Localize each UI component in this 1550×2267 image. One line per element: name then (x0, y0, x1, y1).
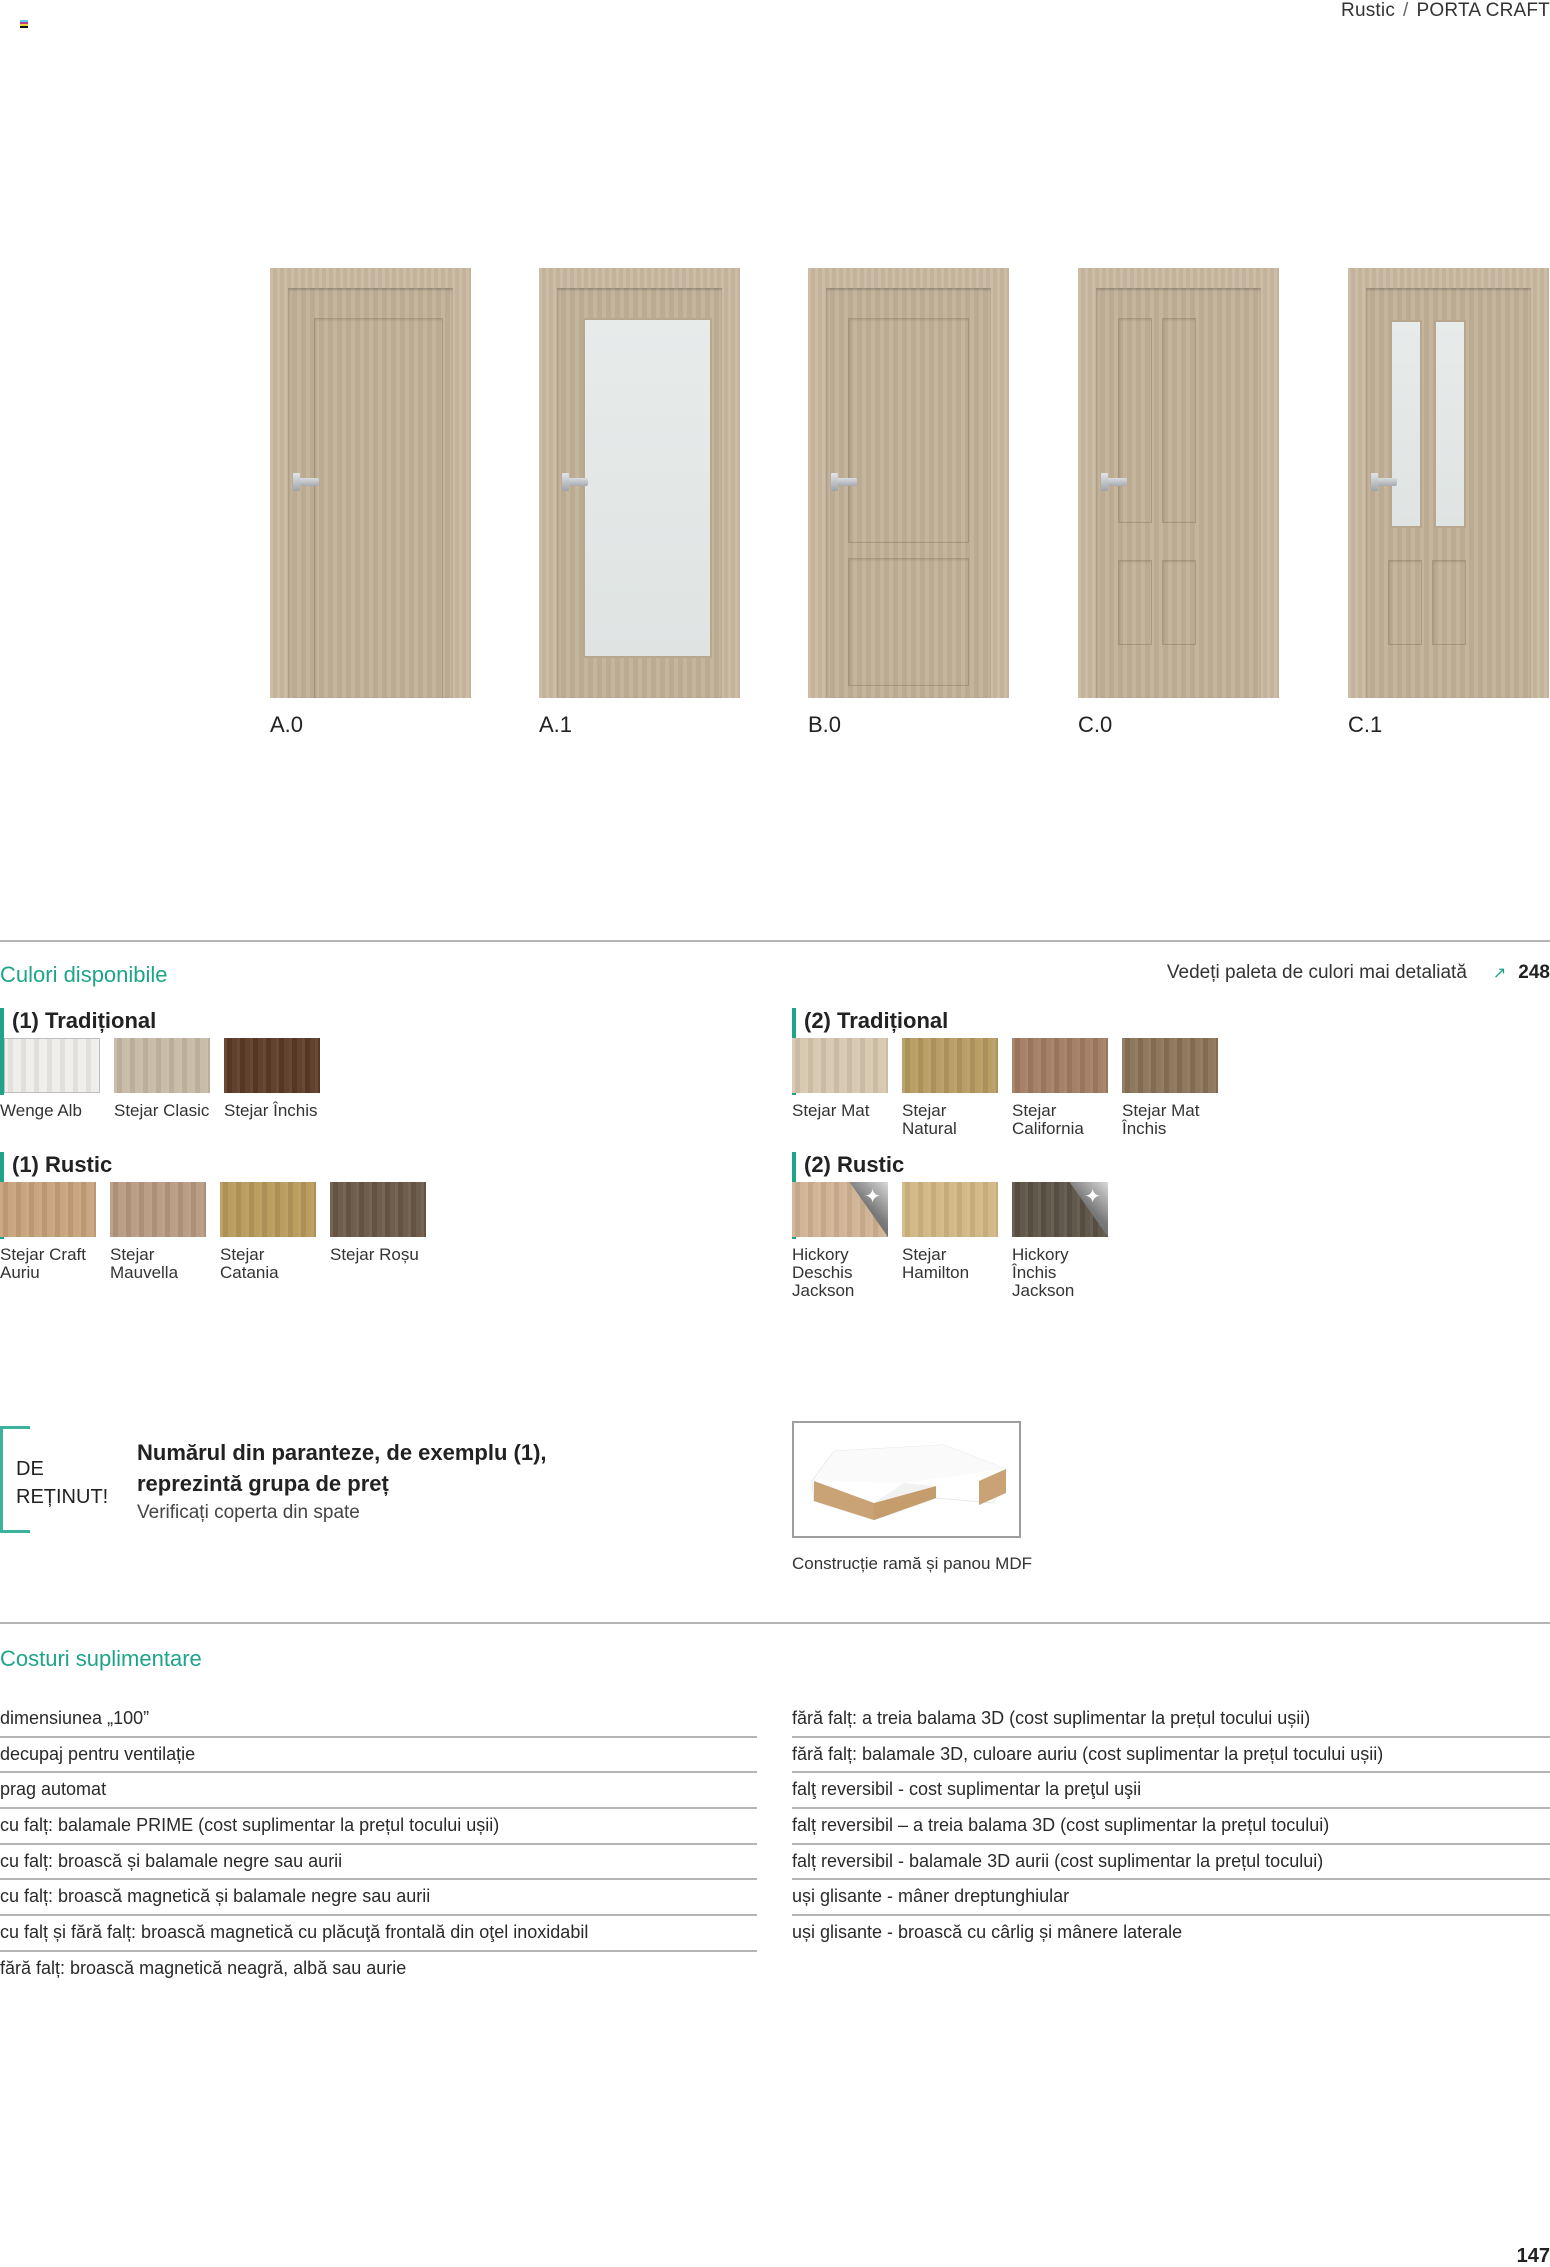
color-swatch-stejar-inchis[interactable] (224, 1038, 320, 1120)
section-divider (0, 1622, 1550, 1624)
door-handle-icon (1371, 478, 1397, 486)
cost-item: cu falț și fără falț: broască magnetică cu plăcuţă frontală din oţel inoxidabil (0, 1916, 757, 1952)
construction-image (792, 1421, 1021, 1538)
door-panel (1388, 560, 1422, 645)
note-text (137, 1437, 547, 1524)
color-group-2-rustic (792, 1152, 1108, 1300)
door-a1 (539, 268, 740, 738)
sparkle-icon: ✦ (864, 1186, 881, 1208)
cost-item: decupaj pentru ventilație (0, 1738, 757, 1774)
note-subtext: Verificați coperta din spate (137, 1502, 360, 1523)
swatch-color (110, 1182, 206, 1237)
swatch-color (792, 1182, 888, 1237)
swatch-label: Stejar Mauvella (110, 1245, 179, 1282)
swatch-color (4, 1038, 100, 1093)
swatch-color (1012, 1038, 1108, 1093)
color-swatch-stejar-mauvella[interactable] (110, 1182, 206, 1282)
door-leaf (1366, 288, 1531, 698)
door-model-label: C.0 (1078, 712, 1113, 737)
door-panel-top (848, 318, 969, 543)
breadcrumb-product[interactable]: PORTA CRAFT (1416, 0, 1550, 21)
door-handle-icon (1101, 478, 1127, 486)
swatch-label: Stejar Catania (220, 1245, 279, 1282)
cost-item: falţ reversibil - cost suplimentar la preţul uşii (792, 1773, 1550, 1809)
door-glass (583, 318, 712, 658)
black-bar (20, 26, 28, 28)
note-heading (137, 1437, 547, 1499)
door-panel (1118, 318, 1152, 523)
swatch-color (224, 1038, 320, 1093)
door-image (1348, 268, 1549, 698)
swatch-color (902, 1038, 998, 1093)
cost-item: falț reversibil – a treia balama 3D (cost suplimentar la prețul tocului) (792, 1809, 1550, 1845)
note-label-line: REȚINUT! (16, 1486, 109, 1508)
color-swatch-stejar-clasic[interactable] (114, 1038, 210, 1120)
swatch-label: Wenge Alb (0, 1101, 82, 1120)
swatch-color (792, 1038, 888, 1093)
door-panel (314, 318, 443, 698)
color-group-1-rustic (0, 1152, 426, 1282)
door-image (1078, 268, 1279, 698)
color-swatch-stejar-mat-inchis[interactable] (1122, 1038, 1218, 1138)
swatch-color (902, 1182, 998, 1237)
page-number: 147 (1516, 2245, 1550, 2267)
door-handle-icon (831, 478, 857, 486)
cost-item: prag automat (0, 1773, 757, 1809)
door-a0 (270, 268, 471, 738)
door-panel (1432, 560, 1466, 645)
color-swatch-stejar-california[interactable] (1012, 1038, 1108, 1138)
swatch-label: Stejar Clasic (114, 1101, 210, 1120)
door-c1 (1348, 268, 1549, 738)
door-leaf (288, 288, 453, 698)
cost-item: uși glisante - mâner dreptunghiular (792, 1880, 1550, 1916)
breadcrumb (1341, 0, 1550, 22)
group-title: (2) Rustic (804, 1152, 905, 1177)
color-swatch-hickory-deschis-jackson[interactable] (792, 1182, 888, 1300)
cost-item: fără falț: a treia balama 3D (cost suplimentar la prețul tocului ușii) (792, 1702, 1550, 1738)
door-panel-bottom (848, 558, 969, 686)
group-title: (2) Tradițional (804, 1008, 949, 1033)
swatch-color (330, 1182, 426, 1237)
costs-list-right (792, 1702, 1550, 1952)
arrow-up-right-icon: ↗ (1492, 965, 1507, 982)
color-swatch-stejar-hamilton[interactable] (902, 1182, 998, 1300)
door-handle-icon (293, 478, 319, 486)
swatch-label: Hickory Închis Jackson (1012, 1245, 1075, 1300)
door-panel (1162, 560, 1196, 645)
cost-item: uși glisante - broască cu cârlig și mânere laterale (792, 1922, 1183, 1943)
swatch-label: Hickory Deschis Jackson (792, 1245, 855, 1300)
swatch-color (1012, 1182, 1108, 1237)
note-label (16, 1455, 108, 1511)
note-heading-line: reprezintă grupa de preț (137, 1471, 389, 1496)
door-model-label: A.1 (539, 712, 573, 737)
swatch-color (114, 1038, 210, 1093)
palette-link-page: 248 (1518, 962, 1550, 983)
cost-item: cu falț: broască și balamale negre sau aurii (0, 1845, 757, 1881)
door-c0 (1078, 268, 1279, 738)
print-color-marker (20, 20, 28, 28)
color-swatch-hickory-inchis-jackson[interactable] (1012, 1182, 1108, 1300)
door-glass (1434, 320, 1466, 528)
door-image (270, 268, 471, 698)
cost-item: dimensiunea „100” (0, 1702, 757, 1738)
costs-section-title: Costuri suplimentare (0, 1646, 202, 1671)
palette-link[interactable] (1167, 962, 1550, 984)
color-group-1-traditional (0, 1008, 320, 1120)
construction-caption: Construcție ramă și panou MDF (792, 1554, 1032, 1573)
color-group-2-traditional (792, 1008, 1218, 1138)
note-label-line: DE (16, 1458, 44, 1480)
swatch-label: Stejar Mat Închis (1122, 1101, 1200, 1138)
color-swatch-stejar-mat[interactable] (792, 1038, 888, 1138)
color-swatch-stejar-rosu[interactable] (330, 1182, 426, 1282)
section-divider (0, 940, 1550, 942)
door-image (539, 268, 740, 698)
door-glass (1390, 320, 1422, 528)
door-leaf (826, 288, 991, 698)
swatch-label: Stejar Roșu (330, 1245, 419, 1264)
door-model-label: C.1 (1348, 712, 1383, 737)
mdf-panel-illustration (794, 1423, 1019, 1536)
swatch-label: Stejar Natural (902, 1101, 957, 1138)
swatch-color (1122, 1038, 1218, 1093)
palette-link-label: Vedeți paleta de culori mai detaliată (1166, 962, 1467, 983)
door-handle-icon (562, 478, 588, 486)
door-leaf (557, 288, 722, 698)
door-model-label: B.0 (808, 712, 842, 737)
swatch-color (220, 1182, 316, 1237)
sparkle-icon: ✦ (1084, 1186, 1101, 1208)
note-heading-line: Numărul din paranteze, de exemplu (1), (137, 1440, 547, 1465)
swatch-label: Stejar Mat (792, 1101, 870, 1120)
cost-item: cu falț: broască magnetică și balamale negre sau aurii (0, 1880, 757, 1916)
door-leaf (1096, 288, 1261, 698)
costs-list-left (0, 1702, 757, 1988)
group-title: (1) Rustic (12, 1152, 113, 1177)
swatch-color (0, 1182, 96, 1237)
breadcrumb-section[interactable]: Rustic (1341, 0, 1396, 21)
door-image (808, 268, 1009, 698)
cost-item: falț reversibil - balamale 3D aurii (cost suplimentar la prețul tocului) (792, 1845, 1550, 1881)
color-swatch-stejar-craft-auriu[interactable] (0, 1182, 96, 1282)
door-model-label: A.0 (270, 712, 304, 737)
door-b0 (808, 268, 1009, 738)
group-title: (1) Tradițional (12, 1008, 157, 1033)
swatch-label: Stejar California (1012, 1101, 1084, 1138)
cost-item: fără falț: broască magnetică neagră, albă sau aurie (0, 1957, 407, 1978)
colors-section-title: Culori disponibile (0, 962, 168, 987)
door-panel (1162, 318, 1196, 523)
swatch-label: Stejar Închis (224, 1101, 318, 1120)
door-panel (1118, 560, 1152, 645)
swatch-label: Stejar Hamilton (902, 1245, 970, 1282)
swatch-label: Stejar Craft Auriu (0, 1245, 86, 1282)
cost-item: cu falț: balamale PRIME (cost suplimentar la prețul tocului ușii) (0, 1809, 757, 1845)
breadcrumb-separator: / (1403, 0, 1409, 21)
cost-item: fără falț: balamale 3D, culoare auriu (cost suplimentar la prețul tocului ușii) (792, 1738, 1550, 1774)
color-swatch-stejar-natural[interactable] (902, 1038, 998, 1138)
color-swatch-wenge-alb[interactable] (0, 1038, 100, 1120)
color-swatch-stejar-catania[interactable] (220, 1182, 316, 1282)
